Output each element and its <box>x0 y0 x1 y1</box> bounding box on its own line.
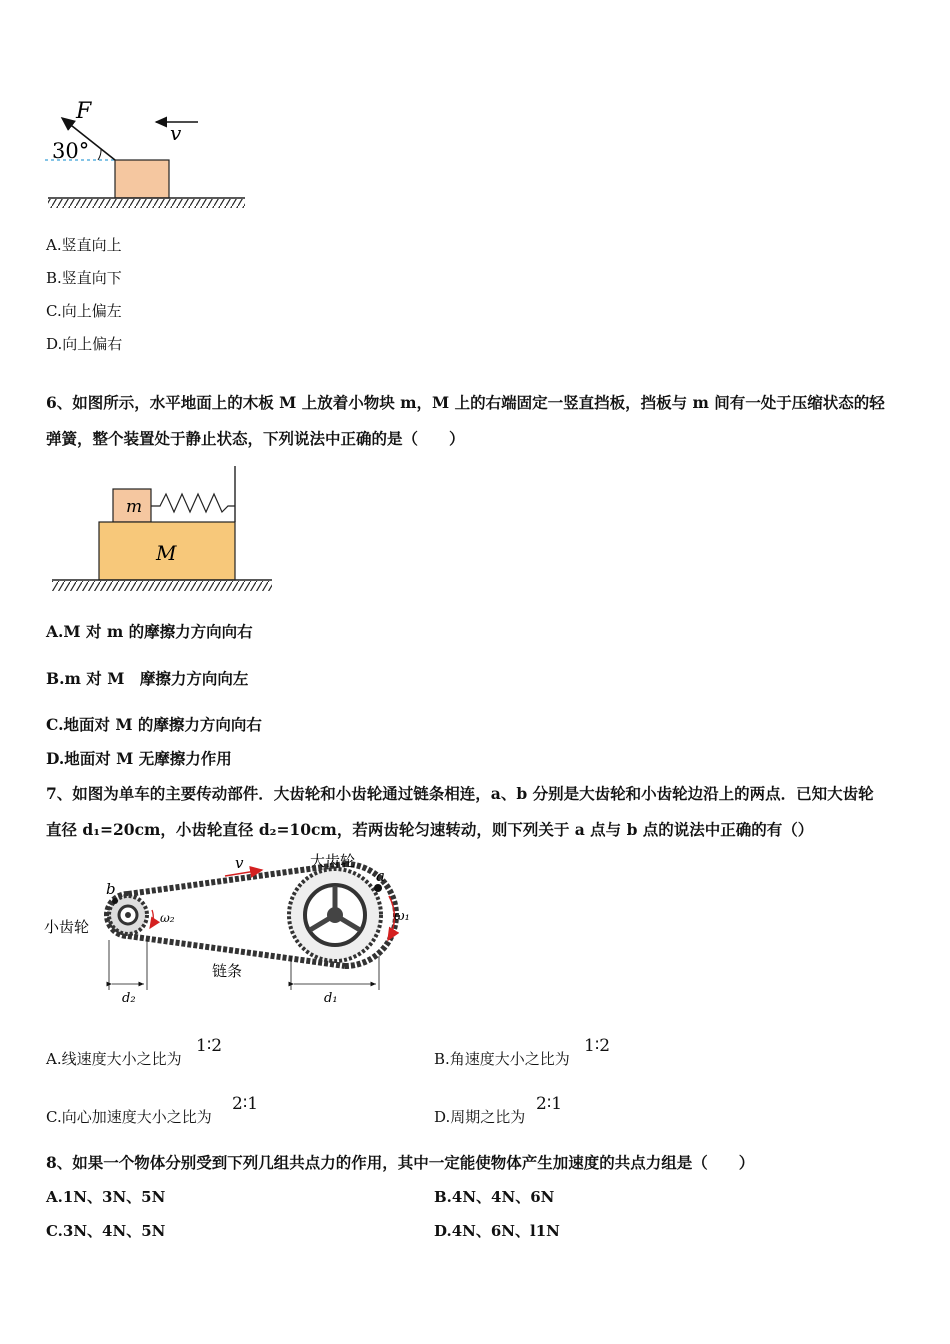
q7-stem-line2: 直径 d₁=20cm，小齿轮直径 d₂=10cm，若两齿轮匀速转动，则下列关于 a 点与 b 点的说法中正确的有（） <box>46 820 814 839</box>
point-b <box>112 898 118 904</box>
small-block-label: m <box>126 497 143 517</box>
chain-label: 链条 <box>212 962 243 980</box>
point-a <box>374 884 382 892</box>
omega2-arrow <box>150 910 153 928</box>
point-a-label: a <box>376 867 385 885</box>
q8-option-d: D.4N、6N、l1N <box>434 1222 560 1240</box>
velocity-label: v <box>235 854 244 872</box>
q7-figure <box>40 848 430 1008</box>
spring <box>151 494 235 512</box>
big-block-label: M <box>156 541 177 565</box>
q6-figure <box>46 462 278 600</box>
q6-option-a: A.M 对 m 的摩擦力方向向右 <box>46 622 253 641</box>
block <box>115 160 169 198</box>
velocity-label: v <box>170 121 182 145</box>
q8-option-b: B.4N、4N、6N <box>434 1188 555 1206</box>
q7-option-b: B.角速度大小之比为 <box>434 1050 570 1068</box>
q7-option-a: A.线速度大小之比为 <box>46 1050 182 1068</box>
point-b-label: b <box>106 880 116 898</box>
q6-option-c: C.地面对 M 的摩擦力方向向右 <box>46 715 262 734</box>
q6-stem-line2: 弹簧，整个装置处于静止状态，下列说法中正确的是（ ） <box>46 429 465 448</box>
q5-option-b: B.竖直向下 <box>46 269 122 287</box>
d1-label: d₁ <box>324 991 338 1006</box>
big-gear-label: 大齿轮 <box>310 852 356 870</box>
d2-label: d₂ <box>122 991 136 1006</box>
omega2-label: ω₂ <box>160 911 175 925</box>
q5-figure <box>40 96 260 216</box>
q6-option-b: B.m 对 M 摩擦力方向向左 <box>46 669 249 688</box>
q7-option-d-ratio: 2∶1 <box>536 1094 563 1114</box>
angle-label: 30° <box>52 139 90 163</box>
angle-arc <box>98 149 101 160</box>
q5-option-a: A.竖直向上 <box>46 236 122 254</box>
q8-option-c: C.3N、4N、5N <box>46 1222 166 1240</box>
small-gear-hub <box>125 912 131 918</box>
q6-option-d: D.地面对 M 无摩擦力作用 <box>46 749 232 768</box>
small-gear-label: 小齿轮 <box>44 918 90 936</box>
q8-option-a: A.1N、3N、5N <box>46 1188 166 1206</box>
q7-option-c-ratio: 2∶1 <box>232 1094 259 1114</box>
q7-option-b-ratio: 1∶2 <box>584 1036 611 1056</box>
ground-hatch <box>48 199 245 208</box>
q5-option-c: C.向上偏左 <box>46 302 122 320</box>
q8-stem: 8、如果一个物体分别受到下列几组共点力的作用，其中一定能使物体产生加速度的共点力组是（ ） <box>46 1153 755 1172</box>
q6-stem-line1: 6、如图所示，水平地面上的木板 M 上放着小物块 m，M 上的右端固定一竖直挡板，挡板与 m 间有一处于压缩状态的轻 <box>46 393 885 412</box>
q7-option-c: C.向心加速度大小之比为 <box>46 1108 212 1126</box>
q7-option-a-ratio: 1∶2 <box>196 1036 223 1056</box>
q7-stem-line1: 7、如图为单车的主要传动部件．大齿轮和小齿轮通过链条相连，a、b 分别是大齿轮和小齿轮边沿上的两点．已知大齿轮 <box>46 784 874 803</box>
force-label: F <box>76 99 92 124</box>
q7-option-d: D.周期之比为 <box>434 1108 526 1126</box>
ground-hatch <box>52 581 272 591</box>
omega1-label: ω₁ <box>394 909 410 924</box>
q5-option-d: D.向上偏右 <box>46 335 123 353</box>
